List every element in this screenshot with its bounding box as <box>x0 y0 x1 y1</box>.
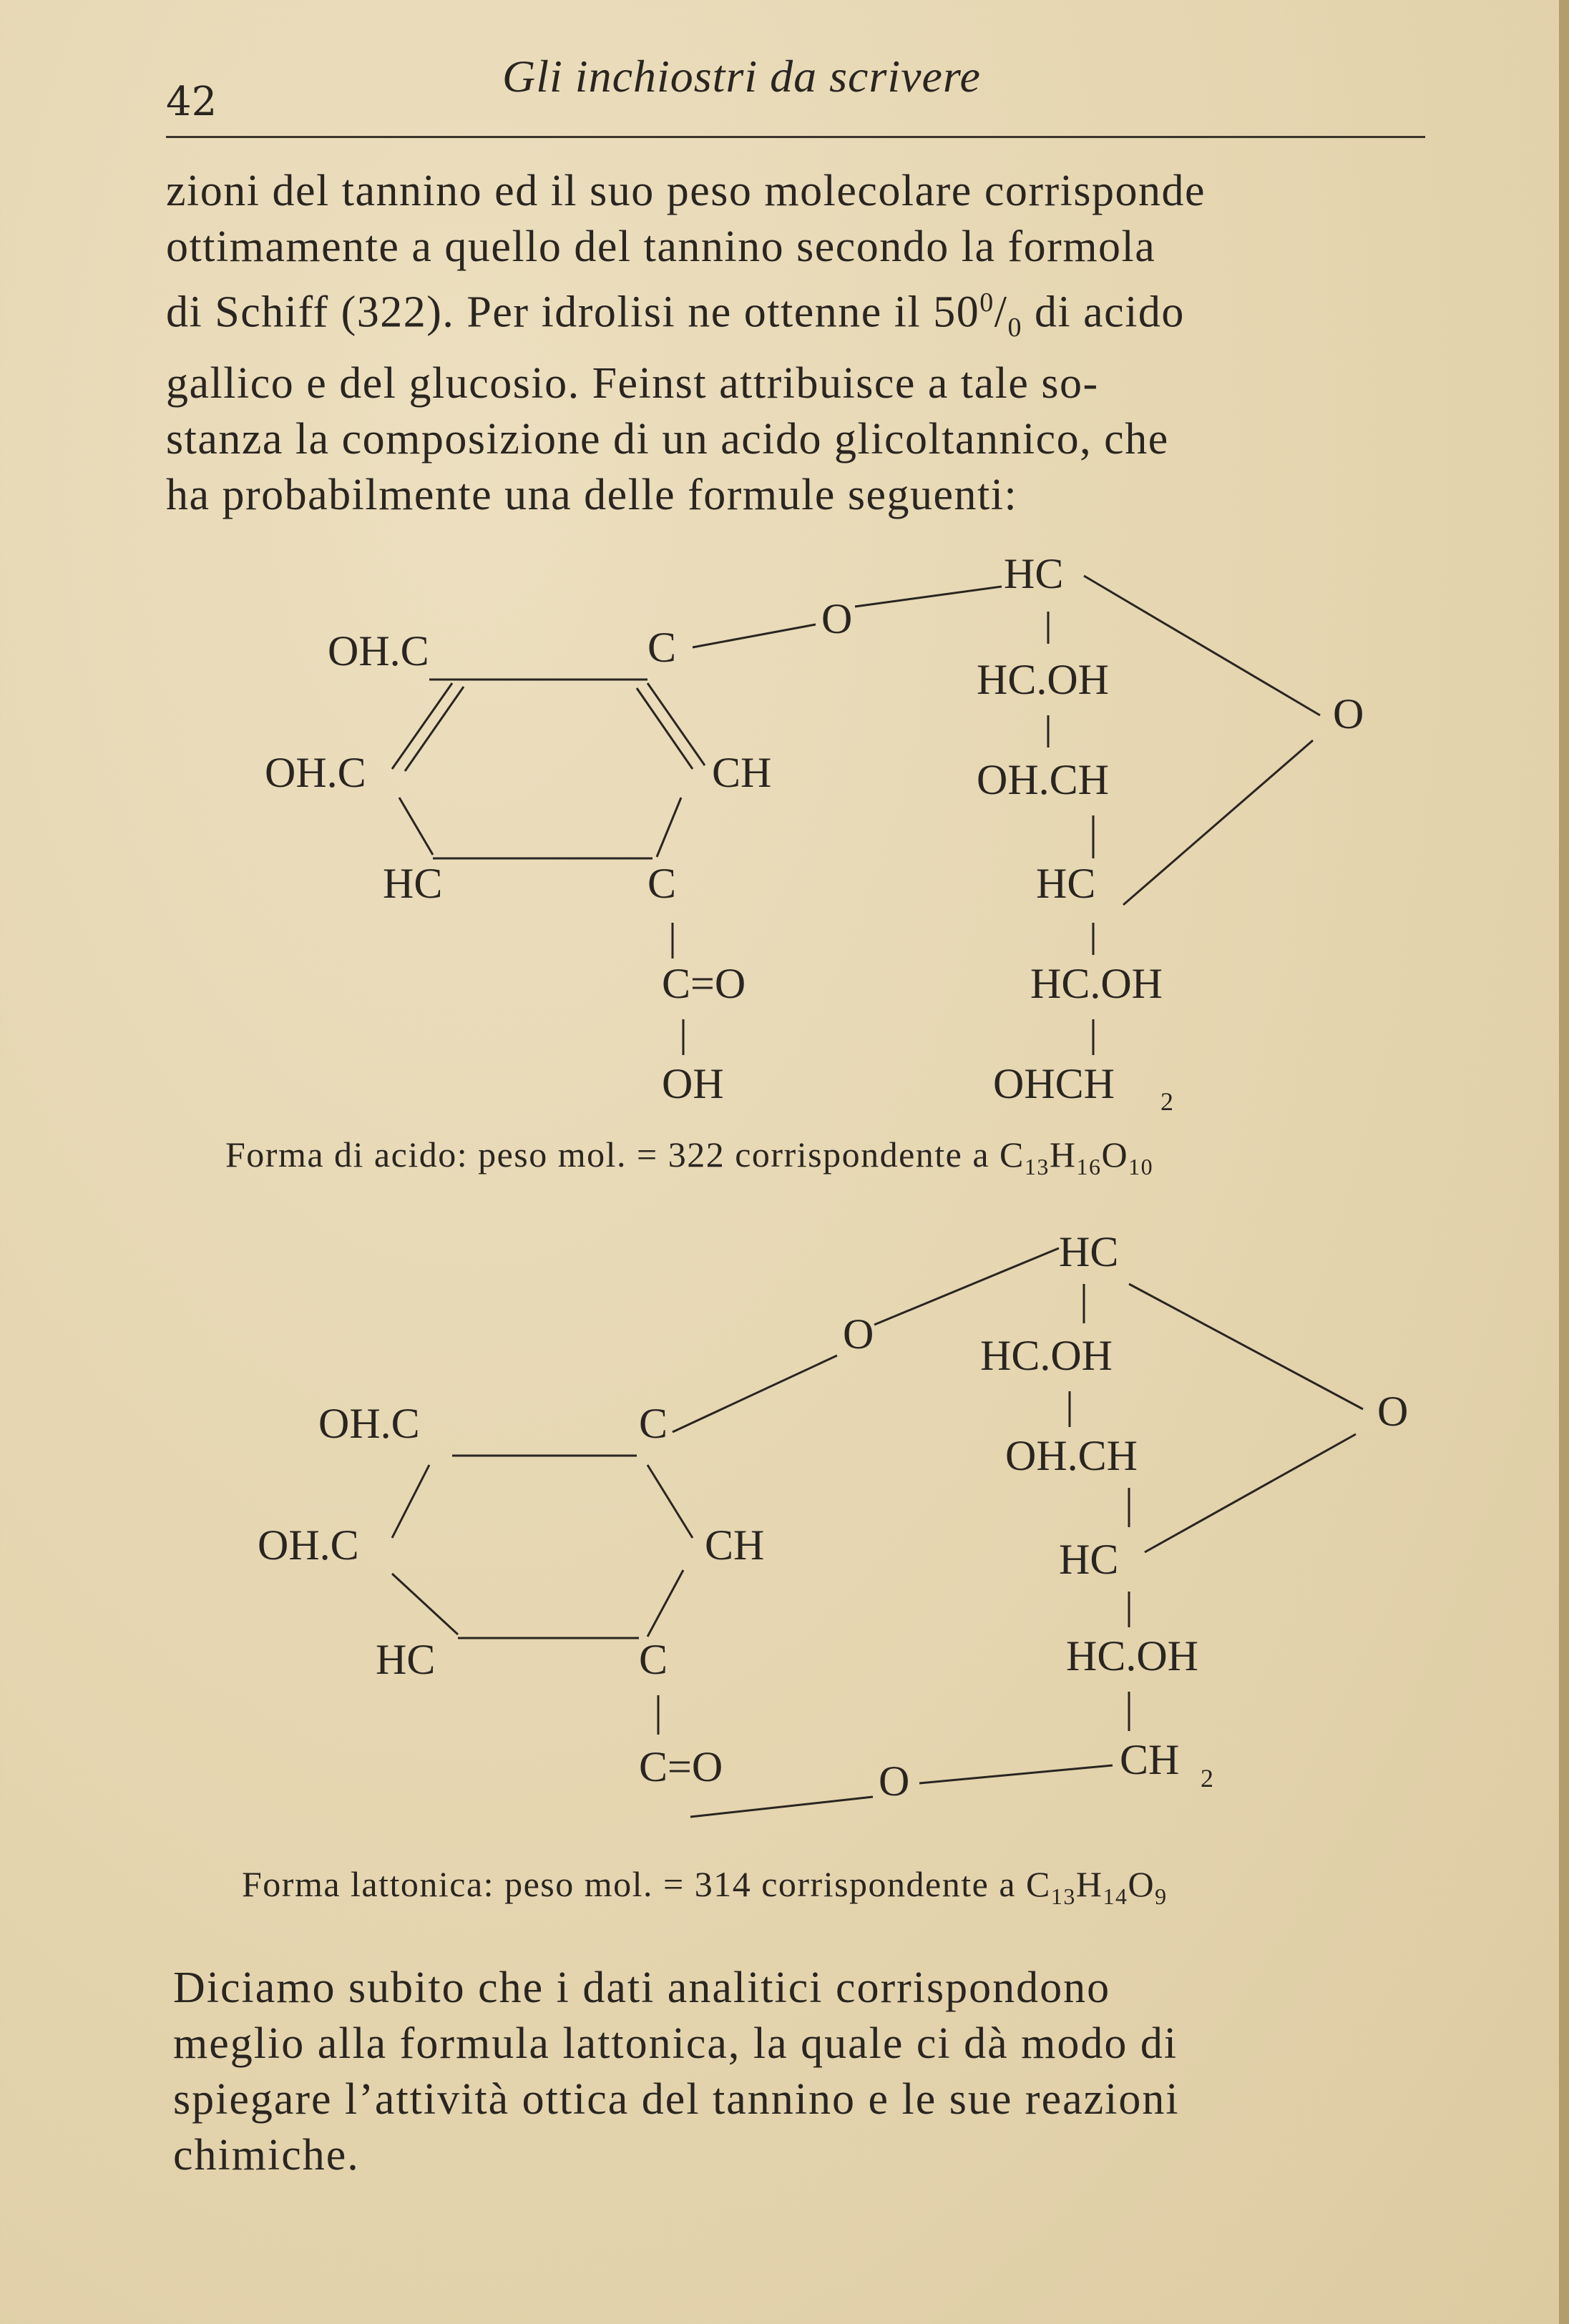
acid-caption-h-count: 16 <box>1076 1154 1102 1180</box>
percent-sup: 0 <box>979 288 994 318</box>
page-number: 42 <box>166 79 217 125</box>
conclusion-line: spiegare l’attività ottica del tannino e le sue reazioni <box>173 2075 1180 2124</box>
acid-oh: OH <box>662 1060 724 1107</box>
lactone-caption-text: Forma lattonica: peso mol. = 314 corrispondente a <box>242 1864 1027 1904</box>
acid-hc-bottom: HC <box>383 860 443 907</box>
lactone-bond <box>392 1574 458 1634</box>
lactone-hc: HC <box>1059 1228 1119 1275</box>
lactone-caption-h-count: 14 <box>1103 1883 1128 1909</box>
lactone-ch: CH <box>705 1521 765 1569</box>
acid-caption-c: C <box>999 1134 1025 1175</box>
lactone-c-eq-o: C=O <box>639 1743 723 1790</box>
lactone-oh-c-mid: OH.C <box>258 1521 359 1569</box>
lactone-bond <box>647 1570 683 1637</box>
lactone-hc-bottom: HC <box>376 1636 436 1683</box>
lactone-bond <box>919 1765 1113 1783</box>
lactone-bond <box>392 1465 429 1538</box>
acid-c-top: C <box>647 624 677 671</box>
acid-caption-text: Forma di acido: peso mol. = 322 corrispondente a <box>225 1134 1000 1175</box>
lactone-ch2: CH <box>1120 1736 1180 1783</box>
acid-oh-ch: OH.CH <box>977 756 1110 803</box>
lactone-bond <box>690 1797 873 1817</box>
intro-line: gallico e del glucosio. Feinst attribuisce a tale so- <box>166 359 1099 408</box>
lactone-caption-c-count: 13 <box>1050 1883 1076 1909</box>
conclusion-line: chimiche. <box>173 2131 360 2180</box>
intro-line: di Schiff (322). Per idrolisi ne ottenne il 50 <box>166 288 980 337</box>
lactone-caption-h: H <box>1075 1864 1103 1904</box>
intro-line: stanza la composizione di un acido glicoltannico, che <box>166 415 1169 464</box>
lactone-bond <box>647 1465 693 1538</box>
acid-oh-c-top: OH.C <box>328 627 429 675</box>
acid-c-eq-o: C=O <box>662 960 746 1007</box>
lactone-bonds <box>392 1248 1363 1817</box>
acid-bridge-o: O <box>821 595 853 642</box>
lactone-oh-c-top: OH.C <box>318 1400 420 1447</box>
acid-caption-o: O <box>1101 1134 1129 1175</box>
acid-ohch: OHCH <box>993 1060 1115 1107</box>
intro-line: zioni del tannino ed il suo peso molecolare corrisponde <box>166 167 1206 215</box>
conclusion-paragraph <box>173 1960 1447 2183</box>
percent-sub: 0 <box>1007 313 1022 343</box>
percent-slash: / <box>994 288 1008 337</box>
acid-ring-o: O <box>1333 690 1364 737</box>
acid-caption-o-count: 10 <box>1128 1154 1154 1180</box>
running-title: Gli inchiostri da scrivere <box>502 51 981 102</box>
acid-oh-c-mid: OH.C <box>265 749 366 796</box>
acid-ohch-subscript: 2 <box>1160 1087 1173 1116</box>
acid-c-bottom: C <box>647 860 677 907</box>
lactone-c-bottom: C <box>639 1636 668 1683</box>
intro-line: ottimamente a quello del tannino secondo la formola <box>166 222 1156 271</box>
acid-hc: HC <box>1004 550 1064 597</box>
intro-line: di acido <box>1022 288 1185 337</box>
lactone-bond <box>1129 1284 1363 1409</box>
lactone-bond <box>673 1355 837 1432</box>
lactone-oh-ch: OH.CH <box>1005 1432 1138 1479</box>
acid-hc-oh-1: HC.OH <box>977 656 1110 703</box>
lactone-ch2-subscript: 2 <box>1201 1764 1213 1793</box>
acid-hc-2: HC <box>1036 860 1096 907</box>
lactone-ring-o: O <box>1377 1388 1409 1435</box>
lactone-bond <box>874 1248 1059 1325</box>
lactone-caption-o-count: 9 <box>1155 1883 1168 1909</box>
conclusion-line: meglio alla formula lattonica, la quale ci dà modo di <box>173 2019 1178 2068</box>
intro-line: ha probabilmente una delle formule seguenti: <box>166 471 1018 520</box>
conclusion-line: Diciamo subito che i dati analitici corrispondono <box>173 1963 1111 2012</box>
lactone-c-top: C <box>639 1400 668 1447</box>
lactone-bond <box>1145 1434 1356 1552</box>
acid-caption-c-count: 13 <box>1024 1154 1050 1180</box>
acid-hc-oh-2: HC.OH <box>1030 960 1163 1007</box>
lactone-hc-2: HC <box>1059 1536 1119 1583</box>
acid-ch: CH <box>712 749 772 796</box>
acid-caption-h: H <box>1049 1134 1077 1175</box>
lactone-bridge-o: O <box>843 1310 874 1358</box>
lactone-bottom-o: O <box>879 1757 910 1805</box>
lactone-hc-oh-1: HC.OH <box>980 1332 1113 1379</box>
lactone-caption-o: O <box>1128 1864 1155 1904</box>
lactone-caption-c: C <box>1026 1864 1051 1904</box>
lactone-hc-oh-2: HC.OH <box>1066 1632 1199 1680</box>
lactone-caption <box>0 1863 1569 1910</box>
